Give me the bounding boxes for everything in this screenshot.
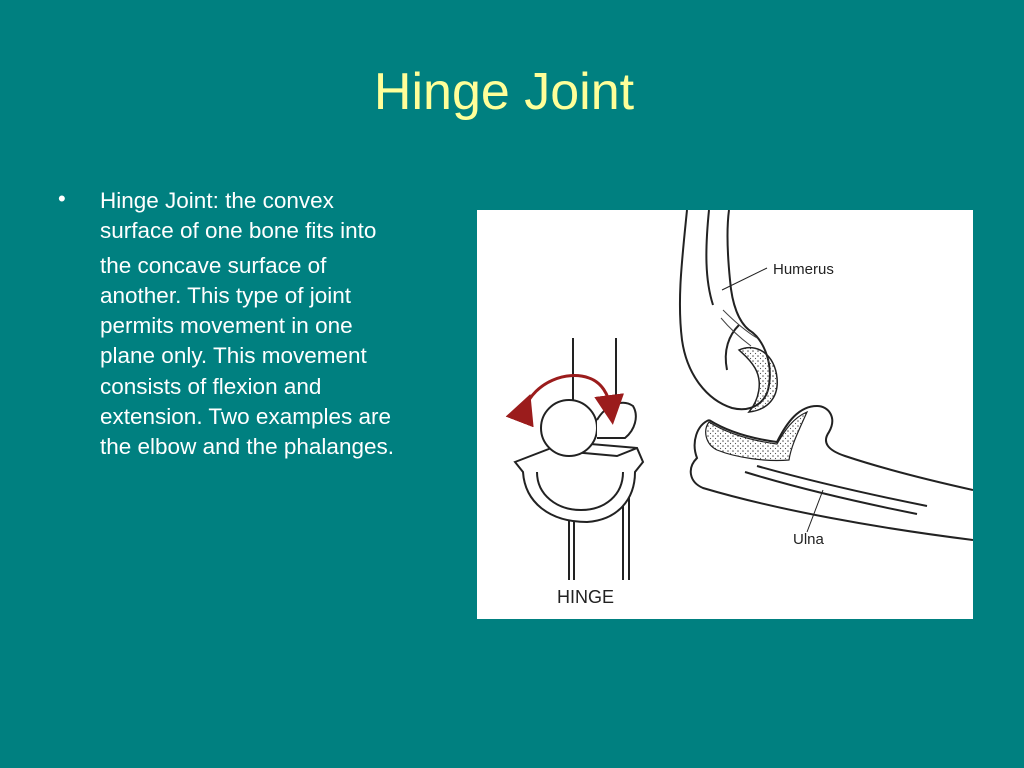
slide-title: Hinge Joint	[373, 63, 635, 121]
bullet-line: Hinge Joint: the convex	[100, 188, 334, 213]
bullet-line: the elbow and the phalanges.	[100, 434, 394, 460]
bullet-line: consists of flexion and	[100, 373, 322, 399]
stray-text-fragment: T	[962, 320, 971, 336]
bullet-line: extension. Two examples are	[100, 404, 391, 430]
bullet-line: the concave surface of	[100, 252, 327, 278]
bullet-line: plane only. This movement	[100, 343, 367, 369]
illustration-svg	[477, 210, 973, 619]
ulna-leader	[807, 490, 823, 532]
humerus-bone	[680, 210, 770, 409]
ulna-bone	[691, 406, 973, 540]
humerus-label: Humerus	[773, 261, 834, 278]
hinge-label: HINGE	[557, 587, 615, 607]
bullet-text	[100, 186, 520, 463]
bullet-line: permits movement in one	[100, 313, 353, 339]
hinge-joint-illustration	[477, 210, 973, 619]
bullet-marker: •	[58, 186, 66, 211]
bullet-line: another. This type of joint	[100, 282, 351, 308]
bullet-line: surface of one bone fits into	[100, 218, 377, 244]
ulna-label: Ulna	[793, 531, 824, 548]
